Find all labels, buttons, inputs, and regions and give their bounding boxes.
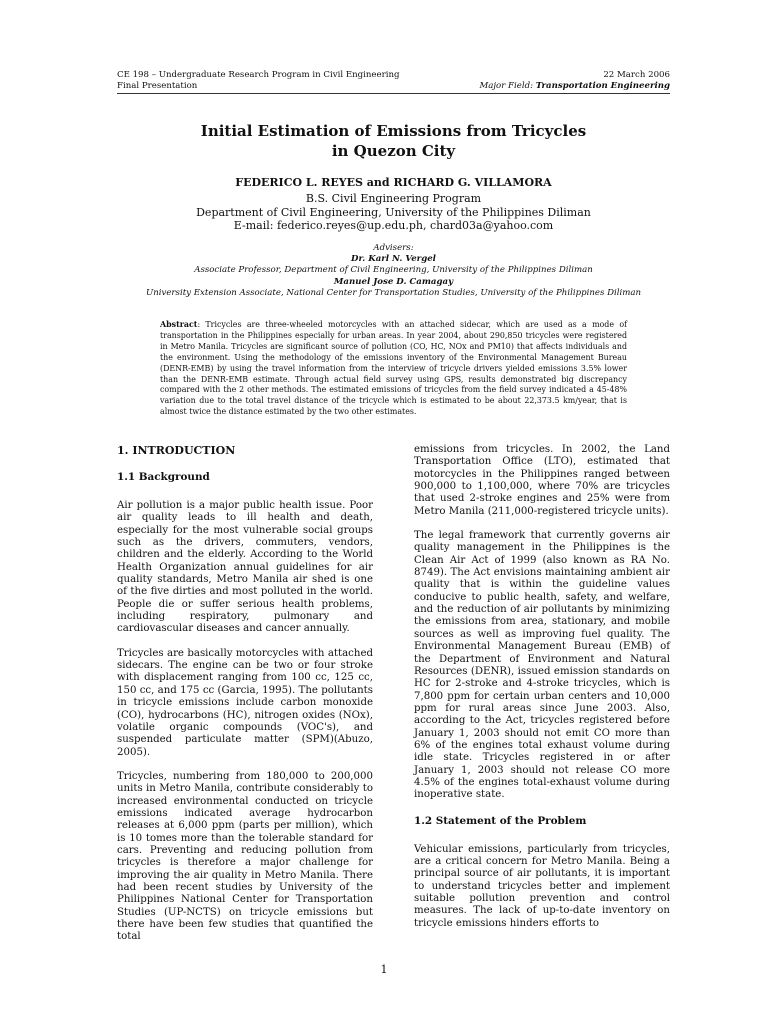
paragraph-1: Air pollution is a major public health issue. Poor air quality leads to ill health and death, especially for the most vulnerable social groups such as the drivers, commuters, vendors, children and the elderly. According to the World Health Organization annual guidelines for air quality standards, Metro Manila air shed is one of the five dirties and most polluted in the world. People die or suffer serious health problems, including respiratory, pulmonary and cardiovascular diseases and cancer annually. bbox=[117, 500, 373, 635]
problem-heading: 1.2 Statement of the Problem bbox=[414, 814, 587, 827]
department: Department of Civil Engineering, University of the Philippines Diliman bbox=[196, 205, 591, 219]
left-column bbox=[117, 444, 373, 944]
intro-heading: 1. INTRODUCTION bbox=[117, 444, 236, 457]
header-major-field: Major Field: Transportation Engineering bbox=[479, 81, 670, 91]
paragraph-4: emissions from tricycles. In 2002, the Land Transportation Office (LTO), estimated that motorcycles in the Philippines ranged between 900,000 to 1,100,000, where 70% are tricycles that used 2-stroke engines and 25% were from Metro Manila (211,000-registered tricycle units). bbox=[414, 444, 670, 517]
paragraph-3: Tricycles, numbering from 180,000 to 200,000 units in Metro Manila, contribute considerably to increased environmental conducted on tricycle emissions indicated average hydrocarbon releases at 6,000 ppm (parts per million), which is 10 tomes more than the tolerable standard for cars. Preventing and reducing pollution from tricycles is therefore a major challenge for improving the air quality in Metro Manila. There had been recent studies by University of the Philippines National Center for Transportation Studies (UP-NCTS) on tricycle emissions but there have been few studies that quantified the total bbox=[117, 770, 373, 943]
header-presentation: Final Presentation bbox=[117, 81, 198, 91]
advisers bbox=[117, 243, 670, 299]
paper-title: Initial Estimation of Emissions from Tricycles in Quezon City bbox=[200, 122, 587, 160]
header-rule bbox=[117, 93, 670, 94]
paragraph-6: Vehicular emissions, particularly from tricycles, are a critical concern for Metro Manila. Being a principal source of air pollutants, it is important to understand tricycles better and implement suitable pollution prevention and control measures. The lack of up-to-date inventory on tricycle emissions hinders efforts to bbox=[414, 843, 670, 929]
adviser1-name: Dr. Karl N. Vergel bbox=[351, 254, 436, 265]
running-header bbox=[117, 70, 670, 94]
background-heading: 1.1 Background bbox=[117, 471, 210, 483]
abstract-text: : Tricycles are three-wheeled motorcycles with an attached sidecar, which are used as a mode of transportation in the Philippines especially for urban areas. In year 2004, about 290,850 tricycles were registered in Metro Manila. Tricycles are significant source of pollution (CO, HC, NOx and PM10) that affects individuals and the environment. Using the methodology of the emissions inventory of the Environmental Management Bureau (DENR-EMB) by using the travel information from the interview of tricycle drivers yielded emissions 3.5% lower than the DENR-EMB estimate. Through actual field survey using GPS, results demonstrated big discrepancy compared with the 2 other methods. The estimated emissions of tricycles from the field survey indicated a 45-48% variation due to the total travel distance of the tricycle which is estimated to be about 22,373.5 km/year, that is almost twice the distance estimated by the two other estimates. bbox=[160, 320, 627, 417]
paragraph-2: Tricycles are basically motorcycles with attached sidecars. The engine can be two or four stroke with displacement ranging from 100 cc, 125 cc, 150 cc, and 175 cc (Garcia, 1995). The pollutants in tricycle emissions include carbon monoxide (CO), hydrocarbons (HC), nitrogen oxides (NOx), volatile organic compounds (VOC's), and suspended particulate matter (SPM)(Abuzo, 2005). bbox=[117, 647, 373, 758]
right-column bbox=[414, 444, 670, 930]
abstract-label: Abstract bbox=[160, 320, 198, 329]
adviser1-title: Associate Professor, Department of Civil Engineering, University of the Philippines Diliman bbox=[194, 265, 593, 276]
page-number: 1 bbox=[380, 963, 388, 976]
program: B.S. Civil Engineering Program bbox=[305, 192, 482, 205]
header-date: 22 March 2006 bbox=[603, 70, 670, 80]
affiliation bbox=[117, 192, 670, 233]
abstract bbox=[160, 320, 627, 418]
advisers-heading: Advisers: bbox=[373, 243, 414, 253]
header-course: CE 198 – Undergraduate Research Program in Civil Engineering bbox=[117, 70, 400, 80]
paragraph-5: The legal framework that currently governs air quality management in the Philippines is the Clean Air Act of 1999 (also known as RA No. 8749). The Act envisions maintaining ambient air quality that is within the guideline values conducive to public health, safety, and welfare, and the reduction of air pollutants by minimizing the emissions from area, stationary, and mobile sources as well as improving fuel quality. The Environmental Management Bureau (EMB) of the Department of Environment and Natural Resources (DENR), issued emission standards on HC for 2-stroke and 4-stroke tricycles, which is 7,800 ppm for certain urban centers and 10,000 ppm for rural areas since June 2003. Also, according to the Act, tricycles registered before January 1, 2003 should not emit CO more than 6% of the engines total exhaust volume during idle state. Tricycles registered in or after January 1, 2003 should not release CO more 4.5% of the engines total-exhaust volume during inoperative state. bbox=[414, 530, 670, 801]
authors: FEDERICO L. REYES and RICHARD G. VILLAMORA bbox=[235, 176, 552, 189]
adviser2-title: University Extension Associate, National Center for Transportation Studies, University of the Philippines Diliman bbox=[145, 287, 642, 298]
email: E-mail: federico.reyes@up.edu.ph, chard03a@yahoo.com bbox=[233, 219, 554, 232]
adviser2-name: Manuel Jose D. Camagay bbox=[333, 276, 454, 287]
